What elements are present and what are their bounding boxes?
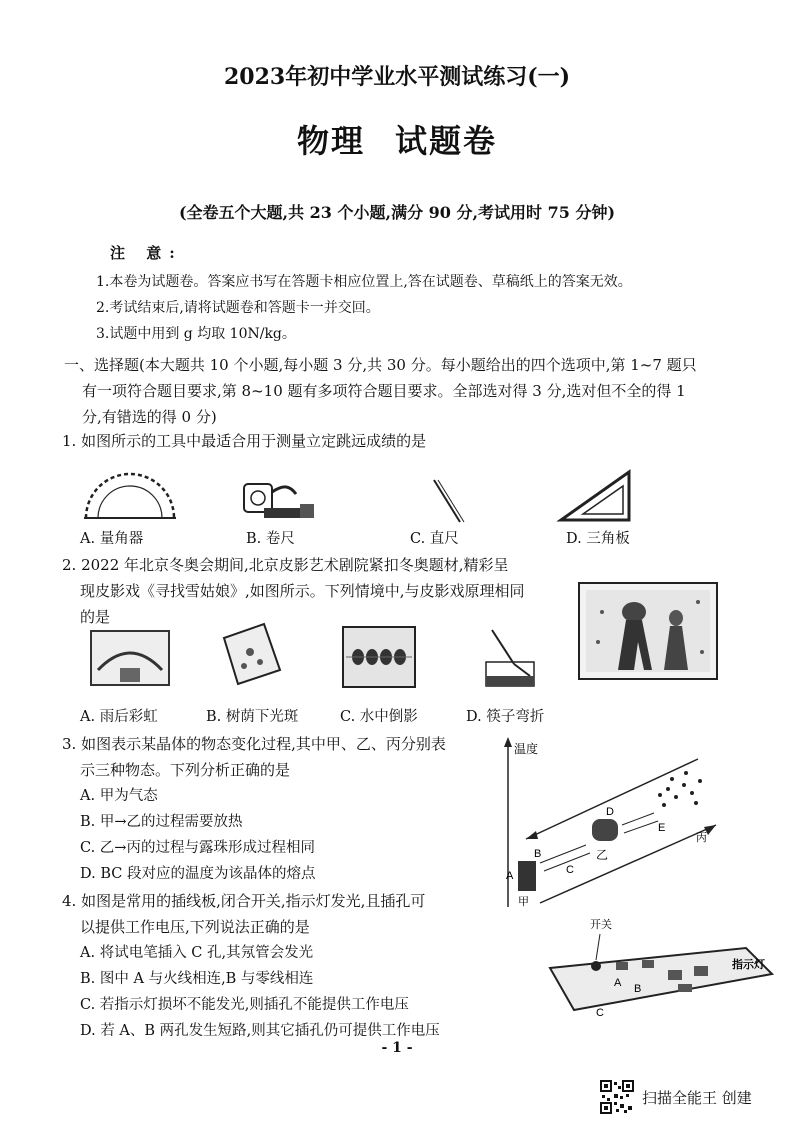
scanner-watermark (600, 1080, 752, 1114)
question-3-option-c: C. 乙→丙的过程与露珠形成过程相同 (80, 840, 315, 856)
question-2-stem (62, 552, 525, 630)
question-1-option-a: A. 量角器 (80, 531, 144, 547)
question-3-option-b: B. 甲→乙的过程需要放热 (80, 814, 243, 830)
hole-label-b: B (634, 983, 642, 995)
bent-chopsticks-figure (482, 628, 538, 688)
point-label-c: C (566, 864, 574, 876)
scanner-text: 扫描全能王 创建 (642, 1088, 752, 1107)
question-4-option-a: A. 将试电笔插入 C 孔,其氖管会发光 (80, 945, 314, 961)
hole-label-a: A (614, 977, 622, 989)
phase-change-diagram (500, 735, 750, 910)
qr-code-icon (600, 1080, 634, 1114)
point-label-a: A (506, 870, 514, 882)
point-label-e: E (658, 822, 666, 834)
state-label-bing: 丙 (696, 832, 707, 844)
question-3-stem (62, 731, 446, 783)
shadow-play-photo (578, 582, 718, 680)
question-2-option-c: C. 水中倒影 (340, 709, 418, 725)
question-2-stem-line: 2. 2022 年北京冬奥会期间,北京皮影艺术剧院紧扣冬奥题材,精彩呈 (62, 556, 509, 574)
question-1-option-b: B. 卷尺 (246, 531, 295, 547)
question-3-option-d: D. BC 段对应的温度为该晶体的熔点 (80, 866, 316, 882)
question-4-option-d: D. 若 A、B 两孔发生短路,则其它插孔仍可提供工作电压 (80, 1023, 440, 1039)
rainbow-figure (90, 630, 170, 686)
notice-item: 1.本卷为试题卷。答案应书写在答题卡相应位置上,答在试题卷、草稿纸上的答案无效。 (96, 274, 632, 290)
exam-title: 2023年初中学业水平测试练习(一) (223, 64, 571, 90)
question-3-stem-line: 示三种物态。下列分析正确的是 (80, 761, 291, 779)
section-intro (64, 352, 754, 430)
notice-item: 3.试题中用到 g 均取 10N/kg。 (96, 326, 296, 342)
question-4-option-c: C. 若指示灯损坏不能发光,则插孔不能提供工作电压 (80, 997, 409, 1013)
question-4-stem-line: 4. 如图是常用的插线板,闭合开关,指示灯发光,且插孔可 (62, 892, 426, 910)
paper-name: 试题卷 (395, 122, 498, 160)
tree-shade-figure (220, 622, 284, 688)
subject-title (0, 116, 794, 162)
water-reflection-figure (342, 626, 416, 688)
state-label-yi: 乙 (596, 848, 609, 862)
question-3-option-a: A. 甲为气态 (80, 788, 158, 804)
temperature-axis-label: 温度 (514, 742, 539, 756)
question-1-stem: 1. 如图所示的工具中最适合用于测量立定跳远成绩的是 (62, 432, 427, 450)
indicator-lamp-label: 指示灯 (732, 959, 765, 971)
question-4-stem (62, 888, 425, 940)
point-label-d: D (606, 806, 614, 818)
point-label-b: B (534, 848, 542, 860)
question-2-stem-line: 的是 (80, 608, 111, 626)
power-strip-figure (546, 912, 776, 1020)
state-label-jia: 甲 (518, 896, 529, 908)
question-2-option-a: A. 雨后彩虹 (80, 709, 158, 725)
set-square-figure (555, 468, 635, 524)
question-2-option-b: B. 树荫下光斑 (206, 709, 299, 725)
notice-heading: 注 意: (110, 244, 183, 262)
hole-label-c: C (596, 1007, 604, 1019)
question-1-option-c: C. 直尺 (410, 531, 459, 547)
subject-name: 物理 (296, 122, 365, 160)
tape-measure-figure (240, 478, 320, 524)
switch-label: 开关 (590, 919, 612, 931)
question-4-option-b: B. 图中 A 与火线相连,B 与零线相连 (80, 971, 314, 987)
question-2-option-d: D. 筷子弯折 (466, 709, 545, 725)
exam-info: (全卷五个大题,共 23 个小题,满分 90 分,考试用时 75 分钟) (178, 203, 616, 222)
question-3-stem-line: 3. 如图表示某晶体的物态变化过程,其中甲、乙、丙分别表 (62, 735, 446, 753)
section-intro-line: 一、选择题(本大题共 10 个小题,每小题 3 分,共 30 分。每小题给出的四个选项中,第 1~7 题只 (64, 356, 697, 374)
section-intro-line: 分,有错选的得 0 分) (82, 408, 217, 426)
question-4-stem-line: 以提供工作电压,下列说法正确的是 (80, 918, 310, 936)
page-number: - 1 - (381, 1040, 413, 1056)
question-1-option-d: D. 三角板 (566, 531, 630, 547)
ruler-figure (420, 474, 480, 526)
notice-item: 2.考试结束后,请将试题卷和答题卡一并交回。 (96, 300, 380, 316)
question-2-stem-line: 现皮影戏《寻找雪姑娘》,如图所示。下列情境中,与皮影戏原理相同 (80, 582, 525, 600)
protractor-figure (80, 470, 180, 522)
section-intro-line: 有一项符合题目要求,第 8~10 题有多项符合题目要求。全部选对得 3 分,选对但不全的得 1 (82, 382, 686, 400)
